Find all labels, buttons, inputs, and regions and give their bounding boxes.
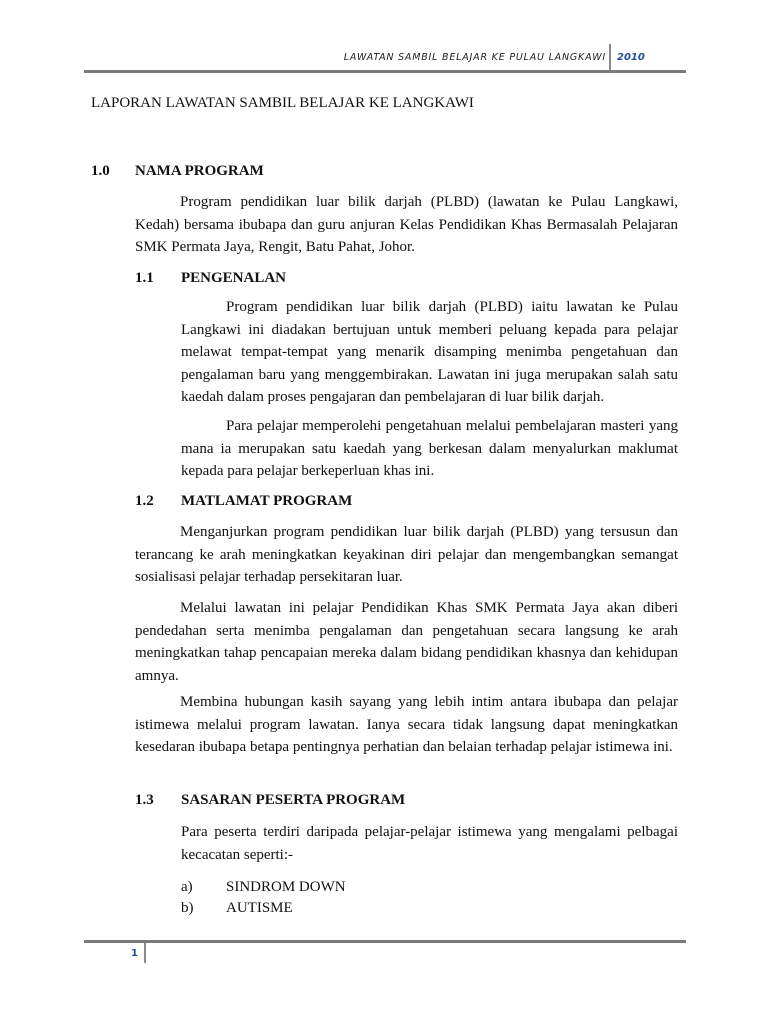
list-item: [181, 900, 293, 917]
subsection-heading: MATLAMAT PROGRAM: [181, 493, 353, 509]
subsection-paragraph: Para pelajar memperolehi pengetahuan melalui pembelajaran masteri yang mana ia merupakan satu kaedah yang berkesan dalam menyalurkan maklumat kepada para pelajar berkeperluan khas ini.: [181, 418, 678, 479]
section-paragraph: Program pendidikan luar bilik darjah (PLBD) (lawatan ke Pulau Langkawi, Kedah) bersama ibubapa dan guru anjuran Kelas Pendidikan Khas Bermasalah Pelajaran SMK Permata Jaya, Rengit, Batu Pahat, Johor.: [135, 194, 678, 255]
header-separator: [609, 44, 611, 72]
list-marker: b): [181, 900, 194, 916]
subsection-number: 1.3: [135, 792, 154, 808]
subsection-heading: SASARAN PESERTA PROGRAM: [181, 792, 406, 808]
subsection-paragraph: Para peserta terdiri daripada pelajar-pelajar istimewa yang mengalami pelbagai kecacatan seperti:-: [181, 824, 678, 863]
subsection-paragraph: Program pendidikan luar bilik darjah (PLBD) iaitu lawatan ke Pulau Langkawi ini diadakan bertujuan untuk memberi peluang kepada para pelajar melawat tempat-tempat yang menarik disamping menimba pengetahuan dan pengalaman baru yang menggembirakan. Lawatan ini juga merupakan salah satu kaedah dalam proses pengajaran dan pembelajaran di luar bilik darjah.: [181, 299, 678, 405]
document-title: LAPORAN LAWATAN SAMBIL BELAJAR KE LANGKAWI: [91, 95, 474, 111]
footer-separator: [144, 943, 146, 963]
header-year: 2010: [617, 52, 645, 63]
footer-rule: [84, 940, 686, 943]
running-header-title: LAWATAN SAMBIL BELAJAR KE PULAU LANGKAWI: [343, 52, 606, 63]
subsection-number: 1.1: [135, 270, 154, 286]
list-marker: a): [181, 879, 193, 895]
subsection-heading: PENGENALAN: [181, 270, 287, 286]
section-number: 1.0: [91, 163, 110, 179]
page-number: 1: [131, 948, 138, 959]
subsection-paragraph: Membina hubungan kasih sayang yang lebih intim antara ibubapa dan pelajar istimewa melalui program lawatan. Ianya secara tidak langsung dapat meningkatkan kesedaran ibubapa betapa pentingnya perhatian dan belaian terhadap pelajar istimewa ini.: [135, 694, 678, 755]
section-heading: NAMA PROGRAM: [135, 163, 264, 179]
list-item-text: SINDROM DOWN: [226, 879, 346, 895]
subsection-paragraph: Menganjurkan program pendidikan luar bilik darjah (PLBD) yang tersusun dan terancang ke arah meningkatkan keyakinan diri pelajar dan mengembangkan semangat sosialisasi pelajar terhadap persekitaran luar.: [135, 524, 678, 585]
list-item-text: AUTISME: [226, 900, 293, 916]
subsection-number: 1.2: [135, 493, 154, 509]
header-rule: [84, 70, 686, 73]
subsection-paragraph: Melalui lawatan ini pelajar Pendidikan Khas SMK Permata Jaya akan diberi pendedahan serta menimba pengalaman dan pengetahuan secara langsung ke arah meningkatkan tahap pencapaian mereka dalam bidang pendidikan khasnya dan kehidupan amnya.: [135, 600, 678, 684]
list-item: [181, 879, 346, 896]
